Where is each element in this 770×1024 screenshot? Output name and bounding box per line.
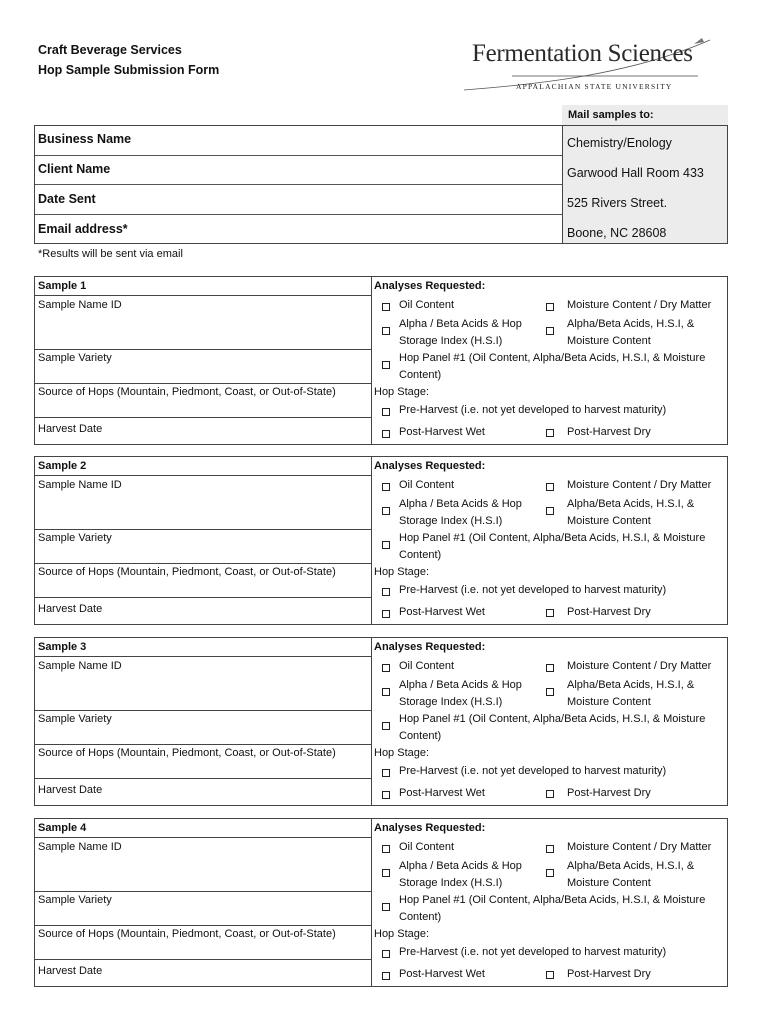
pre-harvest-label: Pre-Harvest (i.e. not yet developed to harvest maturity) xyxy=(399,404,667,416)
post-harvest-wet-label: Post-Harvest Wet xyxy=(399,606,485,618)
alpha-hsi-moisture-checkbox[interactable] xyxy=(546,869,554,877)
sample-title: Sample 3 xyxy=(38,641,87,653)
divider xyxy=(35,656,371,657)
alpha-beta-hsi-checkbox[interactable] xyxy=(382,507,390,515)
divider xyxy=(35,925,371,926)
column-divider xyxy=(371,638,372,805)
oil-content-label: Oil Content xyxy=(399,479,455,491)
hop-panel-label-2: Content) xyxy=(399,549,442,561)
alpha-hsi-label-1: Alpha/Beta Acids, H.S.I, & xyxy=(567,318,695,330)
hop-source-label: Source of Hops (Mountain, Piedmont, Coast, or Out-of-State) xyxy=(38,386,336,398)
hop-panel-label-1: Hop Panel #1 (Oil Content, Alpha/Beta Acids, H.S.I, & Moisture xyxy=(399,894,706,906)
harvest-date-label: Harvest Date xyxy=(38,965,103,977)
divider xyxy=(35,155,562,156)
address-line-1: Chemistry/Enology xyxy=(567,136,672,150)
sample-name-id-label: Sample Name ID xyxy=(38,660,122,672)
pre-harvest-label: Pre-Harvest (i.e. not yet developed to harvest maturity) xyxy=(399,765,667,777)
alpha-hsi-label-1: Alpha/Beta Acids, H.S.I, & xyxy=(567,860,695,872)
oil-content-checkbox[interactable] xyxy=(382,664,390,672)
hop-stage-label: Hop Stage: xyxy=(374,386,430,398)
sample-variety-label: Sample Variety xyxy=(38,894,112,906)
hop-panel-label-2: Content) xyxy=(399,911,442,923)
post-harvest-wet-checkbox[interactable] xyxy=(382,972,390,980)
pre-harvest-checkbox[interactable] xyxy=(382,769,390,777)
alpha-beta-label-1: Alpha / Beta Acids & Hop xyxy=(399,860,522,872)
pre-harvest-checkbox[interactable] xyxy=(382,950,390,958)
alpha-hsi-moisture-checkbox[interactable] xyxy=(546,507,554,515)
oil-content-label: Oil Content xyxy=(399,841,455,853)
form-header xyxy=(38,40,219,80)
post-harvest-wet-checkbox[interactable] xyxy=(382,791,390,799)
alpha-hsi-moisture-checkbox[interactable] xyxy=(546,688,554,696)
sample-name-id-label: Sample Name ID xyxy=(38,299,122,311)
divider xyxy=(35,295,371,296)
oil-content-label: Oil Content xyxy=(399,299,455,311)
divider xyxy=(35,184,562,185)
post-harvest-wet-checkbox[interactable] xyxy=(382,610,390,618)
logo-subtext: APPALACHIAN STATE UNIVERSITY xyxy=(516,82,673,91)
analyses-heading: Analyses Requested: xyxy=(374,822,486,834)
alpha-beta-label-1: Alpha / Beta Acids & Hop xyxy=(399,318,522,330)
column-divider xyxy=(371,457,372,624)
hop-panel-checkbox[interactable] xyxy=(382,541,390,549)
alpha-beta-label-1: Alpha / Beta Acids & Hop xyxy=(399,498,522,510)
divider xyxy=(35,837,371,838)
alpha-beta-label-2: Storage Index (H.S.I) xyxy=(399,335,503,347)
divider xyxy=(35,529,371,530)
oil-content-checkbox[interactable] xyxy=(382,483,390,491)
post-harvest-dry-label: Post-Harvest Dry xyxy=(567,787,651,799)
analyses-heading: Analyses Requested: xyxy=(374,641,486,653)
hop-panel-label-1: Hop Panel #1 (Oil Content, Alpha/Beta Acids, H.S.I, & Moisture xyxy=(399,532,706,544)
hop-stage-label: Hop Stage: xyxy=(374,747,430,759)
divider xyxy=(35,383,371,384)
post-harvest-dry-checkbox[interactable] xyxy=(546,971,554,979)
post-harvest-wet-label: Post-Harvest Wet xyxy=(399,968,485,980)
logo-text: Fermentation Sciences xyxy=(472,40,693,67)
moisture-content-label: Moisture Content / Dry Matter xyxy=(567,479,712,491)
alpha-hsi-label-2: Moisture Content xyxy=(567,335,651,347)
divider xyxy=(35,744,371,745)
sample-title: Sample 2 xyxy=(38,460,87,472)
sample-block-1 xyxy=(34,276,728,445)
divider xyxy=(35,214,562,215)
hop-panel-label-2: Content) xyxy=(399,369,442,381)
hop-panel-checkbox[interactable] xyxy=(382,722,390,730)
moisture-content-label: Moisture Content / Dry Matter xyxy=(567,299,712,311)
moisture-content-checkbox[interactable] xyxy=(546,483,554,491)
sample-block-4 xyxy=(34,818,728,987)
alpha-hsi-label-2: Moisture Content xyxy=(567,696,651,708)
hop-panel-label-1: Hop Panel #1 (Oil Content, Alpha/Beta Acids, H.S.I, & Moisture xyxy=(399,352,706,364)
business-name-label: Business Name xyxy=(38,132,132,146)
alpha-hsi-label-1: Alpha/Beta Acids, H.S.I, & xyxy=(567,679,695,691)
column-divider xyxy=(371,819,372,986)
harvest-date-label: Harvest Date xyxy=(38,603,103,615)
post-harvest-dry-checkbox[interactable] xyxy=(546,609,554,617)
email-label: Email address* xyxy=(38,222,128,236)
org-name: Craft Beverage Services xyxy=(38,43,182,57)
post-harvest-dry-label: Post-Harvest Dry xyxy=(567,606,651,618)
hop-panel-checkbox[interactable] xyxy=(382,903,390,911)
moisture-content-label: Moisture Content / Dry Matter xyxy=(567,841,712,853)
oil-content-label: Oil Content xyxy=(399,660,455,672)
hop-stage-label: Hop Stage: xyxy=(374,566,430,578)
harvest-date-label: Harvest Date xyxy=(38,423,103,435)
analyses-heading: Analyses Requested: xyxy=(374,280,486,292)
divider xyxy=(35,349,371,350)
pre-harvest-label: Pre-Harvest (i.e. not yet developed to harvest maturity) xyxy=(399,946,667,958)
post-harvest-dry-checkbox[interactable] xyxy=(546,790,554,798)
alpha-hsi-label-2: Moisture Content xyxy=(567,877,651,889)
analyses-heading: Analyses Requested: xyxy=(374,460,486,472)
hop-source-label: Source of Hops (Mountain, Piedmont, Coast, or Out-of-State) xyxy=(38,747,336,759)
email-note: *Results will be sent via email xyxy=(38,248,183,260)
alpha-beta-label-2: Storage Index (H.S.I) xyxy=(399,877,503,889)
sample-block-2 xyxy=(34,456,728,625)
hop-source-label: Source of Hops (Mountain, Piedmont, Coast, or Out-of-State) xyxy=(38,928,336,940)
mail-heading: Mail samples to: xyxy=(562,105,728,125)
sample-name-id-label: Sample Name ID xyxy=(38,479,122,491)
sample-name-id-label: Sample Name ID xyxy=(38,841,122,853)
sample-variety-label: Sample Variety xyxy=(38,713,112,725)
sample-block-3 xyxy=(34,637,728,806)
divider xyxy=(35,959,371,960)
harvest-date-label: Harvest Date xyxy=(38,784,103,796)
moisture-content-checkbox[interactable] xyxy=(546,303,554,311)
post-harvest-dry-checkbox[interactable] xyxy=(546,429,554,437)
column-divider xyxy=(371,277,372,444)
alpha-hsi-label-2: Moisture Content xyxy=(567,515,651,527)
divider xyxy=(35,563,371,564)
divider xyxy=(35,710,371,711)
post-harvest-dry-label: Post-Harvest Dry xyxy=(567,426,651,438)
post-harvest-wet-label: Post-Harvest Wet xyxy=(399,426,485,438)
address-line-4: Boone, NC 28608 xyxy=(567,226,667,240)
hop-panel-label-2: Content) xyxy=(399,730,442,742)
moisture-content-checkbox[interactable] xyxy=(546,845,554,853)
divider xyxy=(35,475,371,476)
post-harvest-wet-label: Post-Harvest Wet xyxy=(399,787,485,799)
alpha-beta-hsi-checkbox[interactable] xyxy=(382,869,390,877)
divider xyxy=(35,417,371,418)
alpha-beta-hsi-checkbox[interactable] xyxy=(382,688,390,696)
alpha-hsi-label-1: Alpha/Beta Acids, H.S.I, & xyxy=(567,498,695,510)
hop-source-label: Source of Hops (Mountain, Piedmont, Coast, or Out-of-State) xyxy=(38,566,336,578)
sample-variety-label: Sample Variety xyxy=(38,352,112,364)
sample-variety-label: Sample Variety xyxy=(38,532,112,544)
pre-harvest-checkbox[interactable] xyxy=(382,408,390,416)
divider xyxy=(35,778,371,779)
alpha-beta-label-1: Alpha / Beta Acids & Hop xyxy=(399,679,522,691)
date-sent-label: Date Sent xyxy=(38,192,96,206)
sample-title: Sample 1 xyxy=(38,280,87,292)
pre-harvest-label: Pre-Harvest (i.e. not yet developed to harvest maturity) xyxy=(399,584,667,596)
hop-panel-checkbox[interactable] xyxy=(382,361,390,369)
client-name-label: Client Name xyxy=(38,162,111,176)
alpha-hsi-moisture-checkbox[interactable] xyxy=(546,327,554,335)
moisture-content-label: Moisture Content / Dry Matter xyxy=(567,660,712,672)
moisture-content-checkbox[interactable] xyxy=(546,664,554,672)
post-harvest-wet-checkbox[interactable] xyxy=(382,430,390,438)
address-line-2: Garwood Hall Room 433 xyxy=(567,166,704,180)
divider xyxy=(35,597,371,598)
pre-harvest-checkbox[interactable] xyxy=(382,588,390,596)
post-harvest-dry-label: Post-Harvest Dry xyxy=(567,968,651,980)
oil-content-checkbox[interactable] xyxy=(382,303,390,311)
hop-stage-label: Hop Stage: xyxy=(374,928,430,940)
sample-title: Sample 4 xyxy=(38,822,87,834)
logo xyxy=(462,34,712,96)
divider xyxy=(35,891,371,892)
address-line-3: 525 Rivers Street. xyxy=(567,196,668,210)
form-title: Hop Sample Submission Form xyxy=(38,63,220,77)
alpha-beta-label-2: Storage Index (H.S.I) xyxy=(399,696,503,708)
alpha-beta-hsi-checkbox[interactable] xyxy=(382,327,390,335)
oil-content-checkbox[interactable] xyxy=(382,845,390,853)
alpha-beta-label-2: Storage Index (H.S.I) xyxy=(399,515,503,527)
hop-panel-label-1: Hop Panel #1 (Oil Content, Alpha/Beta Acids, H.S.I, & Moisture xyxy=(399,713,706,725)
